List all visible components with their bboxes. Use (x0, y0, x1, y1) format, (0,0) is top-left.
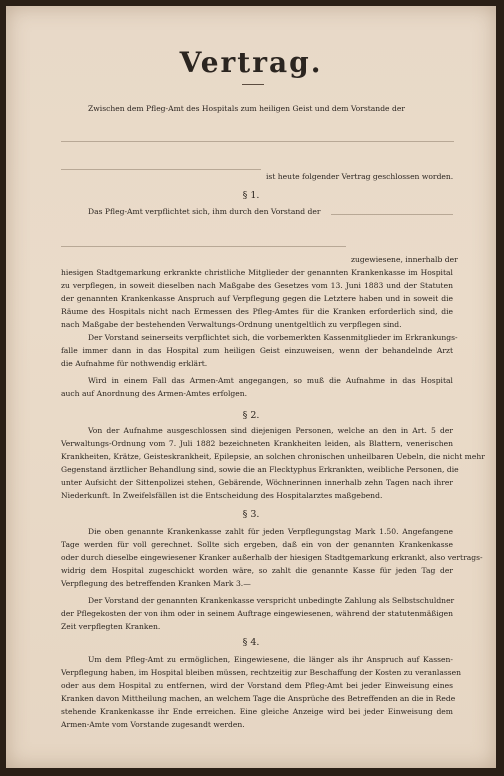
text-line: Zeit verpflegten Kranken. (61, 622, 161, 631)
text-line: Niederkunft. In Zweifelsfällen ist die Entscheidung des Hospitalarztes maßgebend. (61, 491, 383, 500)
text-line: Armen-Amte vom Vorstande zugesandt werden. (61, 720, 245, 729)
text-line: Verpflegung haben, im Hospital bleiben müssen, rechtzeitig zur Beschaffung der Kosten zu veranlassen (61, 668, 462, 677)
blank-line (331, 214, 453, 215)
text-line: zugewiesene, innerhalb der (351, 255, 458, 264)
text-line: Verwaltungs-Ordnung vom 7. Juli 1882 bezeichneten Krankheiten leiden, als Blattern, venerischen (61, 439, 453, 448)
text-line: der genannten Krankenkasse Anspruch auf Verpflegung gegen die Letztere haben und in soweit die (61, 294, 453, 303)
text-line: stehende Krankenkasse ihr Ende erreichen. Eine gleiche Anzeige wird bei jeder Einweisung dem (61, 707, 453, 716)
text-line: widrig dem Hospital zugeschickt worden wäre, so zahlt die genannte Kasse für jeden Tag der (61, 566, 453, 575)
text-line: falle immer dann in das Hospital zum heiligen Geist einzuweisen, wenn der behandelnde Arzt (61, 346, 453, 355)
text-line: zu verpflegen, in soweit dieselben nach Maßgabe des Gesetzes vom 13. Juni 1883 und der Statuten (61, 281, 453, 290)
intro-end-line: ist heute folgender Vertrag geschlossen worden. (266, 172, 454, 181)
section-heading-1: § 1. (242, 190, 260, 201)
section-heading-2: § 2. (242, 410, 260, 421)
text-line: hiesigen Stadtgemarkung erkrankte christliche Mitglieder der genannten Krankenkasse im Hospital (61, 268, 453, 277)
section-heading-4: § 4. (242, 637, 260, 648)
blank-line (61, 169, 261, 170)
document-title: Vertrag. (179, 46, 323, 79)
section-1-start: Das Pfleg-Amt verpflichtet sich, ihm durch den Vorstand der (88, 207, 321, 216)
text-line: Verpflegung des betreffenden Kranken Mark 3.— (61, 579, 251, 588)
text-line: Krankheiten, Krätze, Geisteskrankheit, Epilepsie, an solchen chronischen unheilbaren Uebeln, die nicht mehr (61, 452, 485, 461)
text-line: Von der Aufnahme ausgeschlossen sind diejenigen Personen, welche an den in Art. 5 der (88, 426, 453, 435)
text-line: Gegenstand ärztlicher Behandlung sind, sowie die an Flecktyphus Erkrankten, weibliche Personen, die (61, 465, 459, 474)
text-line: Räume des Hospitals nicht nach Ermessen des Pfleg-Amtes für die Kranken erforderlich sind, die (61, 307, 453, 316)
text-line: Tage werden für voll gerechnet. Sollte sich ergeben, daß ein von der genannten Krankenkasse (61, 540, 453, 549)
text-line: Der Vorstand seinerseits verpflichtet sich, die vorbemerkten Kassenmitglieder im Erkrankungs- (88, 333, 458, 342)
text-line: Kranken davon Mittheilung machen, an welchem Tage die Ansprüche des Betreffenden an die in Rede (61, 694, 456, 703)
text-line: unter Aufsicht der Sittenpolizei stehen, Gebärende, Wöchnerinnen innerhalb zehn Tagen nach ihrer (61, 478, 453, 487)
text-line: auch auf Anordnung des Armen-Amtes erfolgen. (61, 389, 248, 398)
title-ornament (242, 84, 264, 85)
text-line: Um dem Pfleg-Amt zu ermöglichen, Eingewiesene, die länger als ihr Anspruch auf Kassen- (88, 655, 453, 664)
blank-line (61, 246, 346, 247)
text-line: Der Vorstand der genannten Krankenkasse verspricht unbedingte Zahlung als Selbstschuldner (88, 596, 455, 605)
text-line: der Pflegekosten der von ihm oder in seinem Auftrage eingewiesenen, während der statutenmäßigen (61, 609, 453, 618)
text-line: nach Maßgabe der bestehenden Verwaltungs-Ordnung unentgeltlich zu verpflegen sind. (61, 320, 402, 329)
document-page (6, 6, 496, 768)
text-line: Wird in einem Fall das Armen-Amt angegangen, so muß die Aufnahme in das Hospital (88, 376, 453, 385)
blank-line (61, 141, 454, 142)
text-line: oder aus dem Hospital zu entfernen, wird der Vorstand dem Pfleg-Amt bei jeder Einweisung eines (61, 681, 453, 690)
text-line: die Aufnahme für nothwendig erklärt. (61, 359, 208, 368)
section-heading-3: § 3. (242, 509, 260, 520)
text-line: Die oben genannte Krankenkasse zahlt für jeden Verpflegungstag Mark 1.50. Angefangene (88, 527, 453, 536)
text-line: oder durch dieselbe eingewiesener Kranker außerhalb der hiesigen Stadtgemarkung erkrankt, also vertrags- (61, 553, 483, 562)
intro-line: Zwischen dem Pfleg-Amt des Hospitals zum heiligen Geist und dem Vorstande der (88, 104, 405, 113)
